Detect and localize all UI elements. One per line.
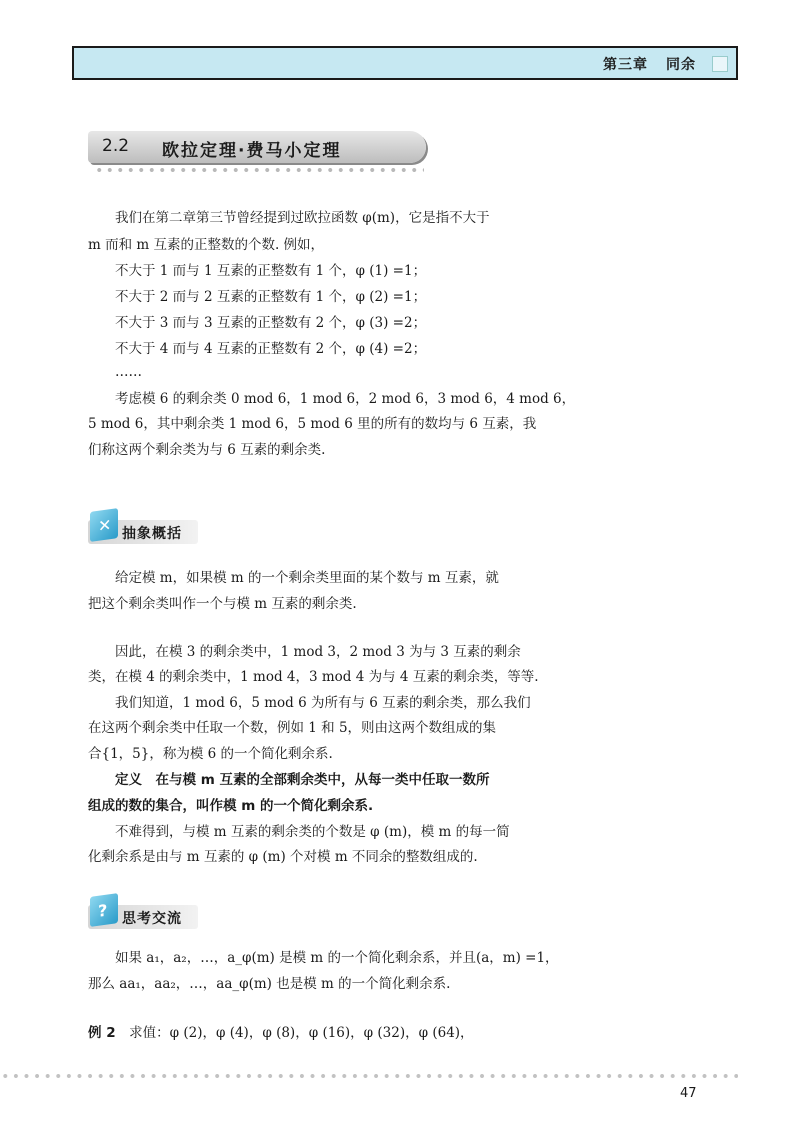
example-line: 不大于 4 而与 4 互素的正整数有 2 个，φ (4) =2； bbox=[115, 341, 427, 357]
example-label: 例 2 bbox=[88, 1025, 116, 1041]
intro-line-1: 我们在第二章第三节曾经提到过欧拉函数 φ(m)，它是指不大于 bbox=[115, 210, 490, 226]
header-square-icon bbox=[712, 56, 728, 72]
body-line: 化剩余系是由与 m 互素的 φ (m) 个对模 m 不同余的整数组成的. bbox=[88, 849, 478, 865]
body-line: 类，在模 4 的剩余类中，1 mod 4，3 mod 4 为与 4 互素的剩余类，等等. bbox=[88, 669, 539, 685]
think-line: 如果 a₁，a₂，…，a_φ(m) 是模 m 的一个简化剩余系，并且(a，m) =1， bbox=[115, 950, 559, 966]
chapter-title: 同余 bbox=[666, 57, 696, 73]
definition-line: 组成的数的集合，叫作模 m 的一个简化剩余系. bbox=[88, 798, 374, 814]
think-cube-icon: ? bbox=[90, 893, 118, 927]
residue-line: 考虑模 6 的剩余类 0 mod 6，1 mod 6，2 mod 6，3 mod 6，4 mod 6， bbox=[115, 391, 576, 407]
section-divider-dots bbox=[94, 167, 424, 173]
definition-line: 定义 在与模 m 互素的全部剩余类中，从每一类中任取一数所 bbox=[115, 772, 490, 788]
abstract-label: 抽象概括 bbox=[122, 526, 182, 542]
section-number: 2.2 bbox=[102, 136, 130, 156]
example-line: 不大于 3 而与 3 互素的正整数有 2 个，φ (3) =2； bbox=[115, 315, 427, 331]
example-2 bbox=[88, 1025, 560, 1041]
header-band bbox=[72, 46, 738, 80]
abstract-line: 把这个剩余类叫作一个与模 m 互素的剩余类. bbox=[88, 596, 357, 612]
header-text bbox=[603, 54, 696, 74]
example-line: 不大于 2 而与 2 互素的正整数有 1 个，φ (2) =1； bbox=[115, 289, 427, 305]
abstract-cube-icon: ✕ bbox=[90, 508, 118, 542]
abstract-badge bbox=[88, 508, 200, 548]
ellipsis: …… bbox=[115, 364, 142, 380]
residue-line: 5 mod 6，其中剩余类 1 mod 6，5 mod 6 里的所有的数均与 6 互素，我 bbox=[88, 416, 537, 432]
page-number: 47 bbox=[680, 1086, 697, 1101]
body-line: 合{1，5}，称为模 6 的一个简化剩余系. bbox=[88, 746, 333, 762]
think-label: 思考交流 bbox=[122, 911, 182, 927]
think-badge bbox=[88, 893, 200, 933]
think-line: 那么 aa₁，aa₂，…，aa_φ(m) 也是模 m 的一个简化剩余系. bbox=[88, 976, 451, 992]
body-line: 在这两个剩余类中任取一个数，例如 1 和 5，则由这两个数组成的集 bbox=[88, 720, 497, 736]
abstract-line: 给定模 m，如果模 m 的一个剩余类里面的某个数与 m 互素，就 bbox=[115, 570, 499, 586]
example-text: 求值：φ (2)，φ (4)，φ (8)，φ (16)，φ (32)，φ (64)， bbox=[115, 1025, 474, 1041]
chapter-number: 第三章 bbox=[603, 57, 648, 73]
section-banner bbox=[88, 131, 426, 163]
body-line: 因此，在模 3 的剩余类中，1 mod 3，2 mod 3 为与 3 互素的剩余 bbox=[115, 644, 521, 660]
section-title: 欧拉定理·费马小定理 bbox=[162, 141, 342, 161]
intro-line-2: m 而和 m 互素的正整数的个数. 例如， bbox=[88, 237, 325, 253]
residue-line: 们称这两个剩余类为与 6 互素的剩余类. bbox=[88, 442, 326, 458]
body-line: 我们知道，1 mod 6，5 mod 6 为所有与 6 互素的剩余类，那么我们 bbox=[115, 695, 531, 711]
example-line: 不大于 1 而与 1 互素的正整数有 1 个，φ (1) =1； bbox=[115, 263, 427, 279]
body-line: 不难得到，与模 m 互素的剩余类的个数是 φ (m)，模 m 的每一简 bbox=[115, 824, 510, 840]
footer-dots bbox=[0, 1073, 738, 1079]
